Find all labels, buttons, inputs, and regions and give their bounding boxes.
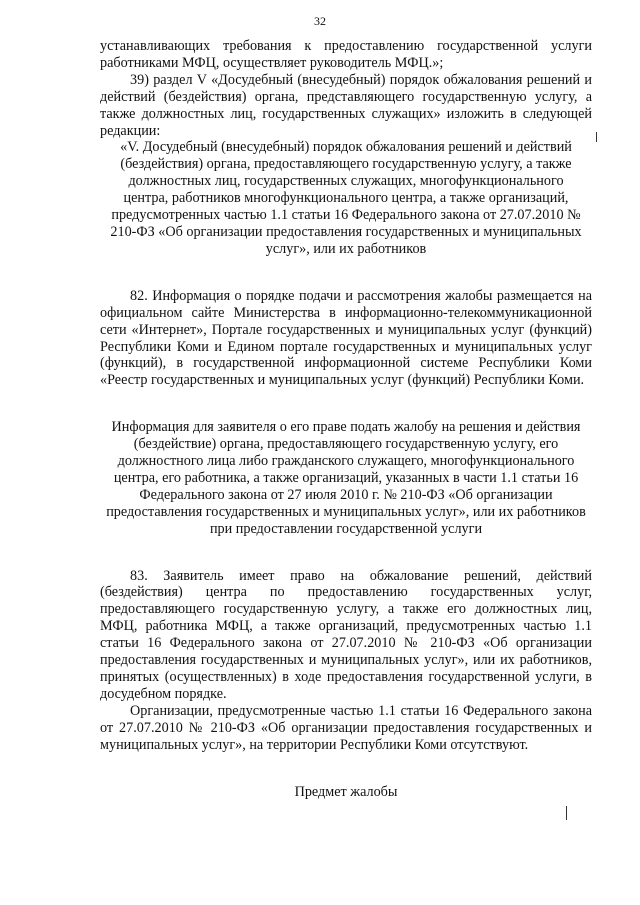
scan-mark	[596, 132, 597, 142]
spacer	[100, 754, 592, 784]
scan-mark	[566, 806, 567, 820]
document-body	[100, 38, 592, 800]
spacer	[100, 258, 592, 288]
page-number: 32	[314, 14, 326, 28]
paragraph-item-39: 39) раздел V «Досудебный (внесудебный) порядок обжалования решений и действий (бездействия) органа, представляющего государственную услугу, а также должностных лиц, государственных служащих» изложить в следующей редакции:	[100, 71, 592, 139]
spacer	[100, 538, 592, 568]
subject-heading: Предмет жалобы	[294, 783, 398, 800]
section-heading: «V. Досудебный (внесудебный) порядок обжалования решений и действий (бездействия) органа, предоставляющего государственную услугу, а также должностных лиц, государственных служащих, многофункционального центра, работников многофункционального центра, а также организаций, предусмотренных частью 1.1 статьи 16 Федерального закона от 27.07.2010 № 210-ФЗ «Об организации предоставления государственных и муниципальных услуг», или их работников	[110, 139, 582, 257]
paragraph-item-83: 83. Заявитель имеет право на обжалование решений, действий (бездействия) центра по предоставлению государственных услуг, предоставляющего государственную услугу, а также его должностных лиц, МФЦ, работника МФЦ, а также организаций, предусмотренных частью 1.1 статьи 16 Федерального закона от 27.07.2010 № 210-ФЗ «Об организации предоставления государственных и муниципальных услуг», или их работников, принятых (осуществленных) в ходе предоставления государственной услуги, в досудебном порядке.	[100, 567, 592, 702]
paragraph-item-82: 82. Информация о порядке подачи и рассмотрения жалобы размещается на официальном сайте Министерства в информационно-телекоммуникационной сети «Интернет», Портале государственных и муниципальных услуг (функций) Республики Коми и Едином портале государственных и муниципальных услуг (функций), в государственной информационной системе Республики Коми «Реестр государственных и муниципальных услуг (функций) Республики Коми.	[100, 287, 592, 389]
spacer	[100, 389, 592, 419]
paragraph-continuation: устанавливающих требования к предоставлению государственной услуги работниками МФЦ, осуществляет руководитель МФЦ.»;	[100, 38, 592, 71]
info-heading: Информация для заявителя о его праве подать жалобу на решения и действия (бездействие) органа, предоставляющего государственную услугу, его должностного лица либо гражданского служащего, многофункционального центра, его работника, а также организаций, указанных в части 1.1 статьи 16 Федерального закона от 27 июля 2010 г. № 210-ФЗ «Об организации предоставления государственных и муниципальных услуг», или их работников при предоставлении государственной услуги	[106, 419, 586, 537]
paragraph-organizations: Организации, предусмотренные частью 1.1 статьи 16 Федерального закона от 27.07.2010 № 210-ФЗ «Об организации предоставления государственных и муниципальных услуг», на территории Республики Коми отсутствуют.	[100, 702, 592, 753]
